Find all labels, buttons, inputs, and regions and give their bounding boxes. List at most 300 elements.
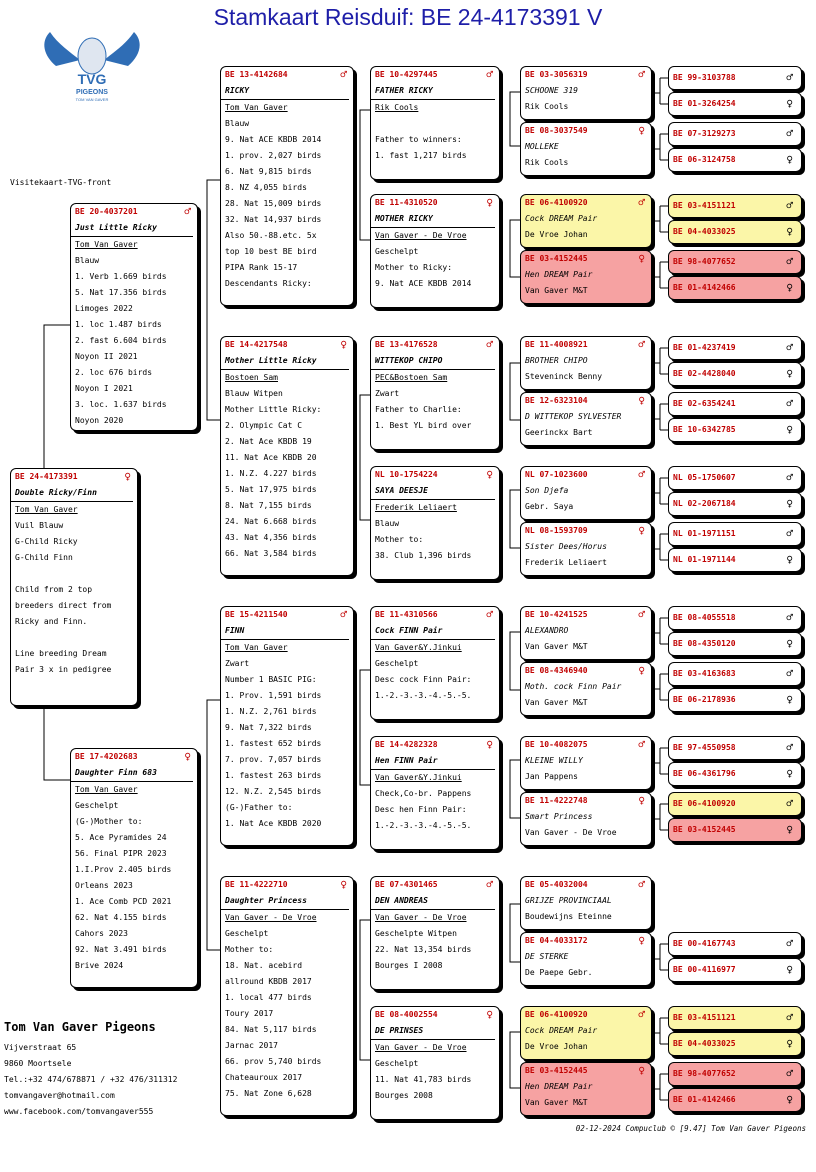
- ancestor-leaf[interactable]: [668, 336, 802, 360]
- connector-line: [655, 78, 668, 104]
- ring-number: BE 08-4055518: [673, 613, 736, 622]
- ring-number: BE 03-4151121: [673, 201, 736, 210]
- female-icon: ♀: [638, 794, 645, 807]
- pigeon-details: [221, 100, 353, 292]
- male-icon: ♂: [786, 127, 793, 140]
- detail-line: Tom Van Gaver: [75, 785, 138, 794]
- male-icon: ♂: [786, 199, 793, 212]
- ring-number: BE 11-4222748: [525, 796, 588, 805]
- great-grandparent-card[interactable]: [370, 876, 500, 990]
- ring-number: BE 24-4173391: [15, 472, 78, 481]
- ancestor-leaf[interactable]: [668, 392, 802, 416]
- logo-tagline: TOM VAN GAVER: [75, 97, 109, 102]
- pigeon-details: [371, 228, 499, 292]
- connector-line: [655, 1018, 668, 1044]
- pigeon-name: MOTHER RICKY: [371, 211, 495, 228]
- detail-line: Limoges 2022: [75, 304, 133, 313]
- detail-line: Noyon I 2021: [75, 384, 133, 393]
- ring-number: BE 10-6342785: [673, 425, 736, 434]
- connector-line: [655, 748, 668, 774]
- ring-number: BE 02-6354241: [673, 399, 736, 408]
- ancestor-card[interactable]: [520, 1006, 652, 1060]
- detail-line: Pair 3 x in pedigree: [15, 665, 112, 674]
- ring-number: BE 03-4151121: [673, 1013, 736, 1022]
- mother-card[interactable]: [70, 748, 198, 988]
- ancestor-card[interactable]: [520, 1062, 652, 1116]
- male-icon: ♂: [638, 608, 645, 621]
- pigeon-details: [71, 782, 197, 974]
- detail-line: 7. prov. 7,057 birds: [225, 755, 322, 764]
- detail-line: G-Child Finn: [15, 553, 73, 562]
- detail-line: 1. Nat Ace KBDB 2020: [225, 819, 322, 828]
- detail-line: 43. Nat 4,356 birds: [225, 533, 317, 542]
- ancestor-leaf[interactable]: [668, 362, 802, 386]
- female-icon: ♀: [638, 1064, 645, 1077]
- ring-number: BE 03-4163683: [673, 669, 736, 678]
- grandparent-card[interactable]: [220, 66, 354, 306]
- detail-line: Noyon 2020: [75, 416, 124, 425]
- detail-line: Tom Van Gaver: [75, 240, 138, 249]
- ring-number: BE 13-4176528: [375, 340, 438, 349]
- detail-line: Noyon II 2021: [75, 352, 138, 361]
- female-icon: ♀: [786, 281, 793, 294]
- ring-number: BE 11-4222710: [225, 880, 288, 889]
- father-card[interactable]: [70, 203, 198, 431]
- credit-line: 02-12-2024 Compuclub © [9.47] Tom Van Gaver Pigeons: [575, 1124, 806, 1133]
- ring-number: BE 98-4077652: [673, 257, 736, 266]
- detail-line: 8. NZ 4,055 birds: [225, 183, 307, 192]
- pigeon-details: [371, 770, 499, 834]
- ancestor-leaf[interactable]: [668, 958, 802, 982]
- ancestor-leaf[interactable]: [668, 92, 802, 116]
- male-icon: ♂: [638, 1008, 645, 1021]
- facebook-link[interactable]: www.facebook.com/tomvangaver555: [4, 1107, 154, 1116]
- breeder-name: De Vroe Johan: [525, 230, 588, 239]
- ring-number: BE 06-4361796: [673, 769, 736, 778]
- detail-line: Geschelpt: [375, 659, 419, 668]
- male-icon: ♂: [638, 738, 645, 751]
- detail-line: Child from 2 top: [15, 585, 93, 594]
- ancestor-card[interactable]: [520, 250, 652, 304]
- detail-line: 1. fast 1,217 birds: [375, 151, 467, 160]
- female-icon: ♀: [786, 97, 793, 110]
- pigeon-details: [371, 500, 499, 564]
- detail-line: 24. Nat 6.668 birds: [225, 517, 317, 526]
- ancestor-leaf[interactable]: [668, 522, 802, 546]
- ancestor-card[interactable]: [520, 336, 652, 390]
- connector-line: [655, 404, 668, 430]
- ancestor-leaf[interactable]: [668, 606, 802, 630]
- ancestor-leaf[interactable]: [668, 250, 802, 274]
- female-icon: ♀: [786, 225, 793, 238]
- breeder-name: Van Gaver M&T: [525, 1098, 588, 1107]
- ring-number: BE 04-4033172: [525, 936, 588, 945]
- pigeon-name: Hen DREAM Pair: [525, 270, 593, 279]
- ring-number: BE 01-4237419: [673, 343, 736, 352]
- male-icon: ♂: [184, 205, 191, 218]
- female-icon: ♀: [638, 934, 645, 947]
- ring-number: BE 07-3129273: [673, 129, 736, 138]
- female-icon: ♀: [786, 823, 793, 836]
- detail-line: Jarnac 2017: [225, 1041, 278, 1050]
- detail-line: Van Gaver - De Vroe: [375, 231, 467, 240]
- ring-number: BE 08-4350120: [673, 639, 736, 648]
- pigeon-name: Hen FINN Pair: [371, 753, 495, 770]
- detail-line: Mother to Ricky:: [375, 263, 453, 272]
- pigeon-name: SCHOONE 319: [525, 86, 578, 95]
- detail-line: Check,Co-br. Pappens: [375, 789, 472, 798]
- pigeon-name: DEN ANDREAS: [371, 893, 495, 910]
- ring-number: BE 06-4100920: [673, 799, 736, 808]
- ring-number: BE 04-4033025: [673, 1039, 736, 1048]
- connector-line: [655, 674, 668, 700]
- grandparent-card[interactable]: [220, 876, 354, 1116]
- male-icon: ♂: [786, 937, 793, 950]
- male-icon: ♂: [786, 667, 793, 680]
- ancestor-leaf[interactable]: [668, 466, 802, 490]
- ancestor-card[interactable]: [520, 792, 652, 846]
- ring-number: BE 14-4282328: [375, 740, 438, 749]
- detail-line: 62. Nat 4.155 birds: [75, 913, 167, 922]
- detail-line: G-Child Ricky: [15, 537, 78, 546]
- pigeon-details: [71, 237, 197, 429]
- pigeon-details: [11, 502, 137, 678]
- female-icon: ♀: [638, 394, 645, 407]
- male-icon: ♂: [786, 341, 793, 354]
- ancestor-leaf[interactable]: [668, 194, 802, 218]
- ring-number: BE 17-4202683: [75, 752, 138, 761]
- connector-line: [655, 206, 668, 232]
- breeder-name: De Paepe Gebr.: [525, 968, 593, 977]
- ring-number: BE 13-4142684: [225, 70, 288, 79]
- connector-line: [655, 618, 668, 644]
- detail-line: [371, 116, 499, 132]
- breeder-name: De Vroe Johan: [525, 1042, 588, 1051]
- breeder-name: Steveninck Benny: [525, 372, 603, 381]
- ring-number: BE 08-4346940: [525, 666, 588, 675]
- detail-line: 1. prov. 2,027 birds: [225, 151, 322, 160]
- pigeon-name: RICKY: [221, 83, 349, 100]
- front-label: Visitekaart-TVG-front: [10, 178, 112, 187]
- ring-number: BE 01-4142466: [673, 1095, 736, 1104]
- detail-line: 5. Ace Pyramides 24: [75, 833, 167, 842]
- ring-number: BE 98-4077652: [673, 1069, 736, 1078]
- male-icon: ♂: [786, 471, 793, 484]
- male-icon: ♂: [786, 1067, 793, 1080]
- detail-line: Bourges 2008: [375, 1091, 433, 1100]
- ancestor-leaf[interactable]: [668, 220, 802, 244]
- detail-line: Also 50.-88.etc. 5x: [225, 231, 317, 240]
- connector-line: [655, 1074, 668, 1100]
- pigeon-name: Hen DREAM Pair: [525, 1082, 593, 1091]
- detail-line: Rik Cools: [375, 103, 419, 112]
- ancestor-leaf[interactable]: [668, 632, 802, 656]
- ancestor-leaf[interactable]: [668, 1088, 802, 1112]
- ancestor-leaf[interactable]: [668, 932, 802, 956]
- grandparent-card[interactable]: [220, 336, 354, 576]
- female-icon: ♀: [340, 338, 347, 351]
- ancestor-leaf[interactable]: [668, 662, 802, 686]
- detail-line: 5. Nat 17,975 birds: [225, 485, 317, 494]
- breeder-name: Jan Pappens: [525, 772, 578, 781]
- great-grandparent-card[interactable]: [370, 466, 500, 580]
- ancestor-leaf[interactable]: [668, 418, 802, 442]
- male-icon: ♂: [638, 196, 645, 209]
- pigeon-name: DE PRINSES: [371, 1023, 495, 1040]
- breeder-name: Tom Van Gaver Pigeons: [4, 1020, 156, 1034]
- detail-line: 2. Nat Ace KBDB 19: [225, 437, 312, 446]
- ancestor-card[interactable]: [520, 466, 652, 520]
- connector-line: [655, 944, 668, 970]
- detail-line: 1. Best YL bird over: [375, 421, 472, 430]
- detail-line: 5. Nat 17.356 birds: [75, 288, 167, 297]
- pigeon-name: Daughter Finn 683: [71, 765, 193, 782]
- pigeon-name: Cock DREAM Pair: [525, 1026, 598, 1035]
- grandparent-card[interactable]: [220, 606, 354, 846]
- pigeon-name: Cock FINN Pair: [371, 623, 495, 640]
- female-icon: ♀: [638, 664, 645, 677]
- ancestor-leaf[interactable]: [668, 1062, 802, 1086]
- detail-line: Ricky and Finn.: [15, 617, 88, 626]
- email-link[interactable]: tomvangaver@hotmail.com: [4, 1091, 115, 1100]
- ring-number: NL 08-1593709: [525, 526, 588, 535]
- detail-line: Tom Van Gaver: [225, 103, 288, 112]
- ring-number: BE 11-4008921: [525, 340, 588, 349]
- detail-line: Blauw: [375, 519, 400, 528]
- male-icon: ♂: [638, 468, 645, 481]
- breeder-name: Van Gaver - De Vroe: [525, 828, 617, 837]
- ancestor-leaf[interactable]: [668, 818, 802, 842]
- ring-number: BE 11-4310520: [375, 198, 438, 207]
- breeder-name: Rik Cools: [525, 158, 569, 167]
- ancestor-leaf[interactable]: [668, 492, 802, 516]
- detail-line: Van Gaver&Y.Jinkui: [375, 773, 462, 782]
- ring-number: NL 10-1754224: [375, 470, 438, 479]
- detail-line: 1. N.Z. 2,761 birds: [225, 707, 317, 716]
- ancestor-leaf[interactable]: [668, 736, 802, 760]
- breeder-name: Van Gaver M&T: [525, 698, 588, 707]
- detail-line: 28. Nat 15,009 birds: [225, 199, 322, 208]
- pigeon-name: ALEXANDRO: [525, 626, 569, 635]
- pigeon-name: Just Little Ricky: [71, 220, 193, 237]
- male-icon: ♂: [786, 71, 793, 84]
- detail-line: 1. Prov. 1,591 birds: [225, 691, 322, 700]
- detail-line: 1.-2.-3.-3.-4.-5.-5.: [375, 691, 472, 700]
- ancestor-leaf[interactable]: [668, 1006, 802, 1030]
- ancestor-leaf[interactable]: [668, 122, 802, 146]
- address-line: 9860 Moortsele: [4, 1059, 72, 1068]
- ancestor-card[interactable]: [520, 194, 652, 248]
- ancestor-leaf[interactable]: [668, 688, 802, 712]
- breeder-name: Frederik Leliaert: [525, 558, 607, 567]
- connector-line: [655, 262, 668, 288]
- pigeon-name: Cock DREAM Pair: [525, 214, 598, 223]
- female-icon: ♀: [340, 878, 347, 891]
- breeder-contact: [4, 1018, 177, 1120]
- great-grandparent-card[interactable]: [370, 194, 500, 308]
- detail-line: Descendants Ricky:: [225, 279, 312, 288]
- female-icon: ♀: [184, 750, 191, 763]
- detail-line: 38. Club 1,396 birds: [375, 551, 472, 560]
- great-grandparent-card[interactable]: [370, 1006, 500, 1120]
- address-line: Vijverstraat 65: [4, 1043, 77, 1052]
- ancestor-leaf[interactable]: [668, 66, 802, 90]
- pigeon-name: Smart Princess: [525, 812, 593, 821]
- pigeon-name: Double Ricky/Finn: [11, 485, 133, 502]
- male-icon: ♂: [786, 255, 793, 268]
- female-icon: ♀: [486, 196, 493, 209]
- male-icon: ♂: [786, 397, 793, 410]
- female-icon: ♀: [786, 963, 793, 976]
- detail-line: 1. Verb 1.669 birds: [75, 272, 167, 281]
- detail-line: Vuil Blauw: [15, 521, 64, 530]
- great-grandparent-card[interactable]: [370, 336, 500, 450]
- ring-number: BE 10-4082075: [525, 740, 588, 749]
- ring-number: NL 01-1971144: [673, 555, 736, 564]
- ancestor-leaf[interactable]: [668, 1032, 802, 1056]
- detail-line: Zwart: [225, 659, 250, 668]
- detail-line: (G-)Mother to:: [75, 817, 143, 826]
- ring-number: BE 03-4152445: [673, 825, 736, 834]
- ring-number: BE 06-4100920: [525, 1010, 588, 1019]
- ancestor-card[interactable]: [520, 522, 652, 576]
- ancestor-card[interactable]: [520, 122, 652, 176]
- detail-line: Blauw Witpen: [225, 389, 283, 398]
- male-icon: ♂: [786, 1011, 793, 1024]
- ring-number: BE 03-4152445: [525, 254, 588, 263]
- ring-number: BE 14-4217548: [225, 340, 288, 349]
- detail-line: 75. Nat Zone 6,628: [225, 1089, 312, 1098]
- detail-line: 1.-2.-3.-3.-4.-5.-5.: [375, 821, 472, 830]
- breeder-name: Van Gaver M&T: [525, 642, 588, 651]
- ancestor-card[interactable]: [520, 932, 652, 986]
- ring-number: BE 10-4241525: [525, 610, 588, 619]
- pigeon-name: WITTEKOP CHIPO: [371, 353, 495, 370]
- detail-line: 1.I.Prov 2.405 birds: [75, 865, 172, 874]
- female-icon: ♀: [786, 497, 793, 510]
- ancestor-leaf[interactable]: [668, 148, 802, 172]
- male-icon: ♂: [486, 68, 493, 81]
- connector-line: [655, 534, 668, 560]
- pigeon-name: Son Djefa: [525, 486, 569, 495]
- breeder-name: Gebr. Saya: [525, 502, 574, 511]
- pigeon-name: FATHER RICKY: [371, 83, 495, 100]
- ring-number: BE 11-4310566: [375, 610, 438, 619]
- female-icon: ♀: [638, 252, 645, 265]
- detail-line: Mother to:: [375, 535, 424, 544]
- detail-line: 11. Nat 41,783 birds: [375, 1075, 472, 1084]
- detail-line: Mother to:: [225, 945, 274, 954]
- pigeon-name: BROTHER CHIPO: [525, 356, 588, 365]
- detail-line: 66. Nat 3,584 birds: [225, 549, 317, 558]
- female-icon: ♀: [124, 470, 131, 483]
- ancestor-leaf[interactable]: [668, 762, 802, 786]
- detail-line: Father to winners:: [375, 135, 462, 144]
- detail-line: 1. loc 1.487 birds: [75, 320, 162, 329]
- ancestor-leaf[interactable]: [668, 792, 802, 816]
- male-icon: ♂: [638, 338, 645, 351]
- detail-line: PEC&Bostoen Sam: [375, 373, 448, 382]
- ring-number: BE 01-4142466: [673, 283, 736, 292]
- ring-number: BE 08-3037549: [525, 126, 588, 135]
- ring-number: BE 10-4297445: [375, 70, 438, 79]
- ring-number: NL 02-2067184: [673, 499, 736, 508]
- male-icon: ♂: [340, 68, 347, 81]
- detail-line: Van Gaver - De Vroe: [375, 1043, 467, 1052]
- ancestor-leaf[interactable]: [668, 548, 802, 572]
- ring-number: NL 05-1750607: [673, 473, 736, 482]
- detail-line: Desc hen Finn Pair:: [375, 805, 467, 814]
- ring-number: BE 02-4428040: [673, 369, 736, 378]
- ring-number: BE 15-4211540: [225, 610, 288, 619]
- great-grandparent-card[interactable]: [370, 736, 500, 850]
- pigeon-details: [371, 910, 499, 974]
- female-icon: ♀: [786, 1037, 793, 1050]
- detail-line: Geschelpt: [225, 929, 269, 938]
- female-icon: ♀: [786, 423, 793, 436]
- female-icon: ♀: [638, 124, 645, 137]
- ring-number: BE 06-2178936: [673, 695, 736, 704]
- logo-sub: PIGEONS: [76, 89, 108, 96]
- female-icon: ♀: [638, 524, 645, 537]
- subject-card[interactable]: [10, 468, 138, 706]
- detail-line: 3. loc. 1.637 birds: [75, 400, 167, 409]
- detail-line: Frederik Leliaert: [375, 503, 457, 512]
- ancestor-card[interactable]: [520, 606, 652, 660]
- detail-line: Cahors 2023: [75, 929, 128, 938]
- ancestor-card[interactable]: [520, 66, 652, 120]
- great-grandparent-card[interactable]: [370, 66, 500, 180]
- detail-line: 66. prov 5,740 birds: [225, 1057, 322, 1066]
- detail-line: [11, 566, 137, 582]
- pigeon-details: [371, 640, 499, 704]
- detail-line: Van Gaver - De Vroe: [375, 913, 467, 922]
- detail-line: Van Gaver - De Vroe: [225, 913, 317, 922]
- pigeon-name: D WITTEKOP SYLVESTER: [525, 412, 622, 421]
- detail-line: 1. N.Z. 4.227 birds: [225, 469, 317, 478]
- pigeon-details: [371, 100, 499, 164]
- breeder-name: Rik Cools: [525, 102, 569, 111]
- pigeon-name: Mother Little Ricky: [221, 353, 349, 370]
- ancestor-card[interactable]: [520, 876, 652, 930]
- female-icon: ♀: [786, 553, 793, 566]
- detail-line: Bourges I 2008: [375, 961, 443, 970]
- female-icon: ♀: [786, 693, 793, 706]
- detail-line: Line breeding Dream: [15, 649, 107, 658]
- ring-number: BE 00-4116977: [673, 965, 736, 974]
- detail-line: Tom Van Gaver: [225, 643, 288, 652]
- detail-line: Tom Van Gaver: [15, 505, 78, 514]
- ring-number: BE 01-3264254: [673, 99, 736, 108]
- pigeon-name: Moth. cock Finn Pair: [525, 682, 622, 691]
- ancestor-card[interactable]: [520, 662, 652, 716]
- detail-line: top 10 best BE bird: [225, 247, 317, 256]
- great-grandparent-card[interactable]: [370, 606, 500, 720]
- breeder-name: Boudewijns Eteinne: [525, 912, 612, 921]
- detail-line: Blauw: [75, 256, 100, 265]
- ancestor-card[interactable]: [520, 736, 652, 790]
- ancestor-card[interactable]: [520, 392, 652, 446]
- detail-line: Geschelpte Witpen: [375, 929, 457, 938]
- ring-number: NL 07-1023600: [525, 470, 588, 479]
- detail-line: 1. fastest 652 birds: [225, 739, 322, 748]
- ring-number: BE 04-4033025: [673, 227, 736, 236]
- female-icon: ♀: [486, 468, 493, 481]
- ancestor-leaf[interactable]: [668, 276, 802, 300]
- detail-line: 1. local 477 birds: [225, 993, 312, 1002]
- male-icon: ♂: [486, 608, 493, 621]
- detail-line: Blauw: [225, 119, 250, 128]
